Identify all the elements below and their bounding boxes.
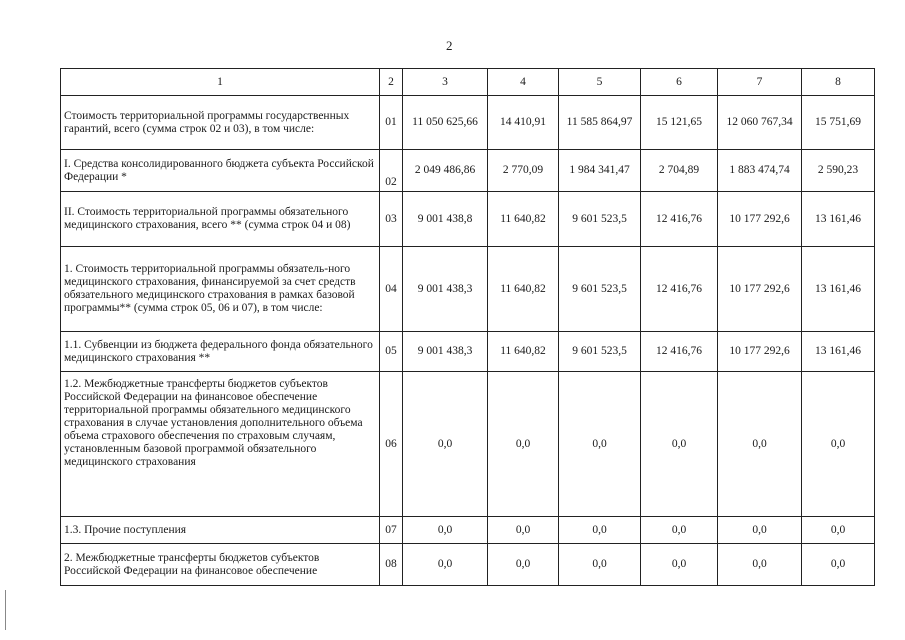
table-cell: 0,0	[403, 517, 488, 544]
row-code: 06	[380, 372, 403, 517]
scan-edge-mark	[5, 590, 6, 630]
row-label: Стоимость территориальной программы государственных гарантий, всего (сумма строк 02 и 03), в том числе:	[61, 96, 380, 150]
table-cell: 9 001 438,8	[403, 192, 488, 247]
table-cell: 11 050 625,66	[403, 96, 488, 150]
table-cell: 0,0	[718, 517, 802, 544]
table-cell: 1 883 474,74	[718, 150, 802, 192]
row-code: 01	[380, 96, 403, 150]
table-cell: 12 060 767,34	[718, 96, 802, 150]
table-cell: 0,0	[802, 517, 875, 544]
table-cell: 0,0	[488, 372, 559, 517]
table-cell: 14 410,91	[488, 96, 559, 150]
row-label: 1.1. Субвенции из бюджета федерального фонда обязательного медицинского страхования **	[61, 332, 380, 372]
table-cell: 11 640,82	[488, 192, 559, 247]
table-cell: 12 416,76	[641, 332, 718, 372]
column-header: 6	[641, 69, 718, 96]
table-row	[61, 372, 875, 517]
table-cell: 11 585 864,97	[559, 96, 641, 150]
table-cell: 2 590,23	[802, 150, 875, 192]
table-cell: 9 601 523,5	[559, 332, 641, 372]
table-row	[61, 192, 875, 247]
table-cell: 9 001 438,3	[403, 247, 488, 332]
financing-table	[60, 68, 875, 586]
table-cell: 10 177 292,6	[718, 247, 802, 332]
table-cell: 0,0	[488, 517, 559, 544]
column-header: 3	[403, 69, 488, 96]
table-row	[61, 96, 875, 150]
row-code: 02	[380, 150, 403, 192]
row-label: II. Стоимость территориальной программы обязательного медицинского страхования, всего ** (сумма строк 04 и 08)	[61, 192, 380, 247]
header-row	[61, 69, 875, 96]
table-cell: 13 161,46	[802, 192, 875, 247]
table-cell: 0,0	[403, 372, 488, 517]
table-row	[61, 332, 875, 372]
table-cell: 11 640,82	[488, 247, 559, 332]
column-header: 8	[802, 69, 875, 96]
row-label: I. Средства консолидированного бюджета субъекта Российской Федерации *	[61, 150, 380, 192]
table-cell: 15 751,69	[802, 96, 875, 150]
table-cell: 15 121,65	[641, 96, 718, 150]
table-cell: 12 416,76	[641, 192, 718, 247]
table-cell: 0,0	[802, 544, 875, 586]
table-cell: 0,0	[718, 372, 802, 517]
table-cell: 0,0	[718, 544, 802, 586]
row-label: 2. Межбюджетные трансферты бюджетов субъектов Российской Федерации на финансовое обеспечение	[61, 544, 380, 586]
page-number: 2	[446, 38, 453, 53]
table-cell: 0,0	[559, 517, 641, 544]
table-cell: 2 704,89	[641, 150, 718, 192]
table-cell: 2 049 486,86	[403, 150, 488, 192]
column-header: 5	[559, 69, 641, 96]
table-cell: 0,0	[641, 517, 718, 544]
row-code: 07	[380, 517, 403, 544]
column-header: 1	[61, 69, 380, 96]
row-label: 1.3. Прочие поступления	[61, 517, 380, 544]
table-row	[61, 544, 875, 586]
table-cell: 10 177 292,6	[718, 192, 802, 247]
table-cell: 12 416,76	[641, 247, 718, 332]
row-code: 03	[380, 192, 403, 247]
table-cell: 0,0	[641, 372, 718, 517]
table-cell: 0,0	[802, 372, 875, 517]
table-cell: 9 601 523,5	[559, 247, 641, 332]
column-header: 7	[718, 69, 802, 96]
table-cell: 13 161,46	[802, 247, 875, 332]
table-cell: 0,0	[559, 544, 641, 586]
table-cell: 0,0	[559, 372, 641, 517]
table-cell: 1 984 341,47	[559, 150, 641, 192]
table-cell: 2 770,09	[488, 150, 559, 192]
row-code: 05	[380, 332, 403, 372]
table-row	[61, 517, 875, 544]
table-cell: 0,0	[641, 544, 718, 586]
table-cell: 0,0	[403, 544, 488, 586]
row-code: 08	[380, 544, 403, 586]
table-cell: 0,0	[488, 544, 559, 586]
table-cell: 13 161,46	[802, 332, 875, 372]
table-cell: 10 177 292,6	[718, 332, 802, 372]
table-cell: 9 001 438,3	[403, 332, 488, 372]
row-label: 1. Стоимость территориальной программы обязатель-ного медицинского страхования, финансируемой за счет средств обязательного медицинского страхования в рамках базовой программы** (сумма строк 05, 06 и 07), в том числе:	[61, 247, 380, 332]
table-cell: 11 640,82	[488, 332, 559, 372]
table-row	[61, 247, 875, 332]
table-cell: 9 601 523,5	[559, 192, 641, 247]
row-label: 1.2. Межбюджетные трансферты бюджетов субъектов Российской Федерации на финансовое обеспечение территориальной программы обязательного медицинского страхования в случае установления дополнительного объема объема страхового обеспечения по страховым случаям, установленным базовой программой обязательного медицинского страхования	[61, 372, 380, 517]
column-header: 4	[488, 69, 559, 96]
row-code: 04	[380, 247, 403, 332]
table-row	[61, 150, 875, 192]
column-header: 2	[380, 69, 403, 96]
